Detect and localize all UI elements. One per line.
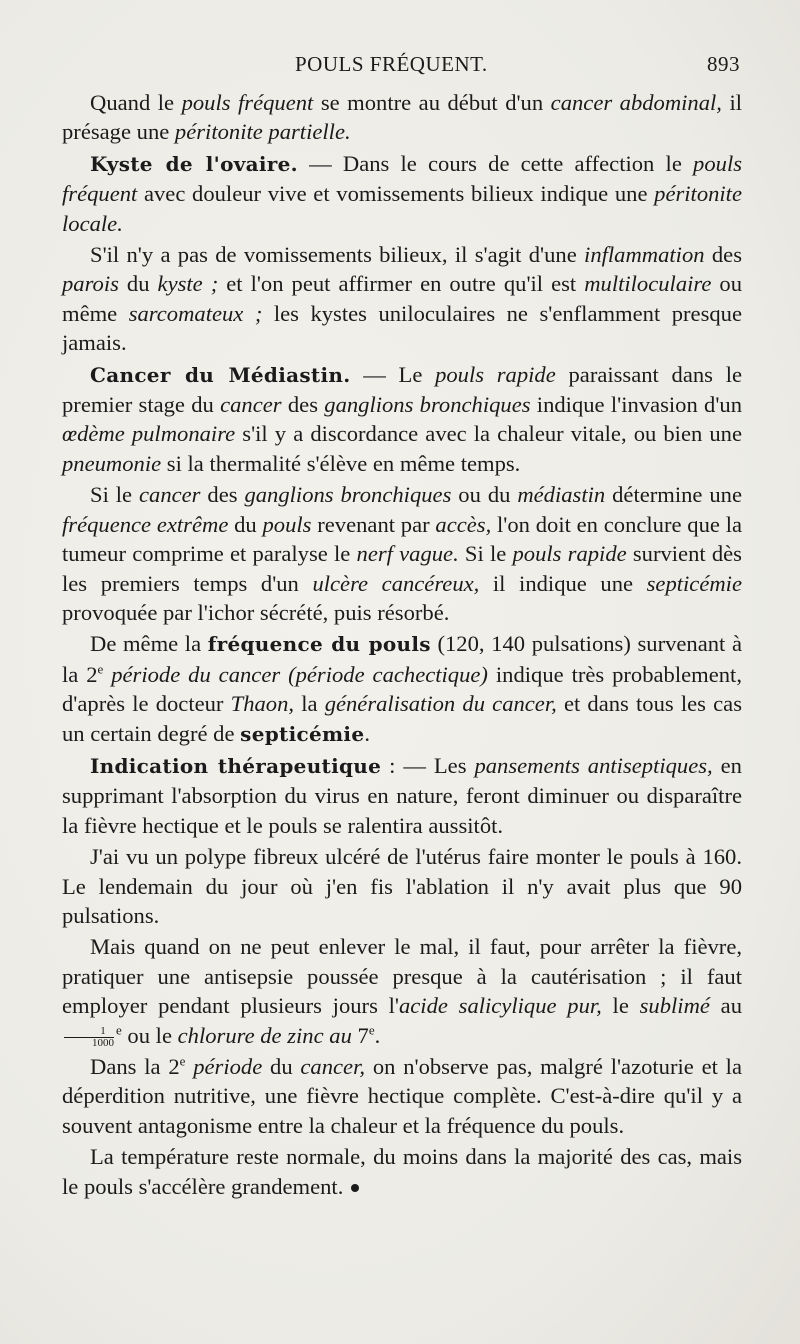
italic-term: ganglions bronchiques xyxy=(244,482,452,508)
italic-term: cancer xyxy=(139,482,201,508)
italic-term: inflammation xyxy=(584,242,705,268)
text-run: Mais quand on ne peut enlever le mal, il faut, pour arrêter la fièvre, pratiquer une antisepsie poussée presque à la cautérisation ; il faut employer pendant plusieurs jours l' xyxy=(62,934,742,1019)
italic-term: pouls rapide xyxy=(512,541,627,567)
text-run: et l'on peut affirmer en outre qu'il est xyxy=(218,271,585,297)
superscript: e xyxy=(97,661,104,677)
paragraph-frequence-pouls xyxy=(62,629,742,749)
text-run: paraissant dans le premier stage du xyxy=(62,361,743,418)
italic-term: pansements antiseptiques, xyxy=(474,752,713,778)
text-run: s'il y a discordance avec la chaleur vitale, ou bien une xyxy=(235,421,742,447)
text-run: du xyxy=(262,1054,301,1079)
italic-term: Thaon, xyxy=(230,691,295,717)
superscript: e xyxy=(116,1022,122,1038)
italic-term: ganglions bronchiques xyxy=(324,392,531,418)
italic-term: cancer, xyxy=(300,1054,366,1079)
italic-term: sublimé xyxy=(639,993,710,1019)
text-run: . xyxy=(374,1022,381,1048)
section-heading: Kyste de l'ovaire. xyxy=(90,151,298,176)
text-run: Si le xyxy=(458,541,513,567)
text-run: se montre au début d'un xyxy=(313,90,551,115)
text-run: — Dans le cours de cette affection le xyxy=(297,150,694,176)
italic-term: péritonite locale. xyxy=(62,181,742,236)
text-run: le xyxy=(601,993,640,1019)
text-run: La température reste normale, du moins dans la majorité des cas, mais le pouls s'accélère grandement. xyxy=(62,1144,742,1199)
paragraph-ganglions xyxy=(62,480,742,627)
text-run: De même la xyxy=(90,631,208,657)
text-run: au xyxy=(709,993,742,1019)
italic-term: nerf vague. xyxy=(356,541,459,567)
superscript: e xyxy=(368,1022,375,1038)
text-run: ou du xyxy=(451,482,518,508)
paragraph-temperature xyxy=(62,1142,742,1201)
text-run: des xyxy=(704,242,742,268)
fraction xyxy=(64,1026,114,1049)
text-run: 7 xyxy=(351,1022,369,1048)
paragraph-polype xyxy=(62,842,742,930)
text-run: des xyxy=(281,392,325,418)
text-run: . xyxy=(364,720,371,746)
fraction-denominator: 1000 xyxy=(92,1036,114,1049)
text-run: — Le xyxy=(350,361,436,387)
paragraph-cancer-mediastin xyxy=(62,360,742,479)
italic-term: cancer abdominal, xyxy=(550,90,722,115)
italic-term: accès, xyxy=(435,511,492,537)
italic-term: période du cancer (période cachectique) xyxy=(111,661,488,687)
fraction-numerator: 1 xyxy=(64,1026,114,1038)
italic-term: pouls rapide xyxy=(435,361,556,387)
text-run: survient dès les premiers temps d'un xyxy=(62,541,742,596)
italic-term: péritonite partielle. xyxy=(174,119,351,145)
bold-term: fréquence du pouls xyxy=(207,632,431,657)
paragraph-kyste-ovaire xyxy=(62,149,742,238)
text-run: en supprimant l'absorption du virus en nature, feront diminuer ou disparaître la fièvre hectique et le pouls se ralentira aussitôt. xyxy=(62,752,742,838)
text-run: l'on doit en conclure que la tumeur comprime et paralyse le xyxy=(62,511,743,567)
italic-term: kyste ; xyxy=(157,271,219,297)
italic-term: acide salicylique pur, xyxy=(398,993,602,1019)
text-run: indique très probablement, d'après le docteur xyxy=(62,661,742,717)
text-run: : — Les xyxy=(381,752,475,778)
paragraph-vomissements xyxy=(62,240,742,358)
italic-term: pouls xyxy=(262,511,312,537)
italic-term: chlorure de zinc au xyxy=(177,1022,352,1048)
text-run: avec douleur vive et vomissements bilieux indique une xyxy=(137,181,655,207)
ink-dot-mark xyxy=(351,1184,359,1192)
text-run: des xyxy=(200,482,245,508)
italic-term: septicémie xyxy=(646,570,742,596)
page-body xyxy=(62,88,742,1201)
paragraph-cancer-abdominal xyxy=(62,88,742,147)
text-run: Dans la 2 xyxy=(90,1054,180,1079)
italic-term: généralisation du cancer, xyxy=(324,691,557,717)
section-heading: Indication thérapeutique xyxy=(90,753,382,778)
running-header xyxy=(90,52,740,88)
paragraph-deuxieme-periode xyxy=(62,1052,742,1140)
text-run: si la thermalité s'élève en même temps. xyxy=(161,450,521,476)
italic-term: période xyxy=(193,1054,263,1079)
text-run: il présage une xyxy=(62,90,743,145)
text-run: S'il n'y a pas de vomissements bilieux, il s'agit d'une xyxy=(90,242,585,268)
text-run: J'ai vu un polype fibreux ulcéré de l'utérus faire monter le pouls à 160. Le lendemain du jour où j'en fis l'ablation il n'y avait plus que 90 pulsations. xyxy=(62,844,742,928)
italic-term: pouls fréquent xyxy=(62,150,743,207)
text-run: provoquée par l'ichor sécrété, puis résorbé. xyxy=(62,599,450,625)
text-run: on n'observe pas, malgré l'azoturie et la déperdition nutritive, une fièvre hectique complète. C'est-à-dire qu'il y a souvent antagonisme entre la chaleur et la fréquence du pouls. xyxy=(62,1054,742,1138)
text-run: détermine une xyxy=(605,482,742,508)
text-run: les kystes uniloculaires ne s'enflamment presque jamais. xyxy=(62,300,742,356)
text-run: Quand le xyxy=(90,90,182,115)
text-run: ou le xyxy=(121,1022,178,1048)
italic-term: œdème pulmonaire xyxy=(62,421,236,447)
text-run: la xyxy=(294,691,325,717)
superscript: e xyxy=(179,1053,186,1069)
italic-term: ulcère cancéreux, xyxy=(312,570,480,596)
text-run: du xyxy=(118,271,158,297)
text-run: et dans tous les cas un certain degré de xyxy=(62,691,742,746)
paragraph-antisepsie xyxy=(62,932,742,1050)
paragraph-indication-therapeutique xyxy=(62,751,742,840)
text-run: indique l'invasion d'un xyxy=(530,392,742,418)
section-heading: Cancer du Médiastin. xyxy=(90,362,351,387)
italic-term: multiloculaire xyxy=(584,271,712,297)
text-run: ou même xyxy=(62,271,742,326)
running-title: POULS FRÉQUENT. xyxy=(295,52,488,76)
bold-term: septicémie xyxy=(240,721,365,746)
italic-term: cancer xyxy=(220,392,282,418)
italic-term: pneumonie xyxy=(62,450,162,476)
italic-term: pouls fréquent xyxy=(181,90,314,115)
text-run: Si le xyxy=(90,482,139,508)
text-run: (120, 140 pulsations) survenant à la 2 xyxy=(62,631,742,687)
italic-term: fréquence extrême xyxy=(62,511,229,537)
italic-term: parois xyxy=(62,271,119,297)
page-number: 893 xyxy=(707,52,740,76)
text-run: il indique une xyxy=(479,570,647,596)
text-run: du xyxy=(228,511,263,537)
text-run: revenant par xyxy=(311,511,436,537)
italic-term: médiastin xyxy=(517,482,606,508)
italic-term: sarcomateux ; xyxy=(128,300,263,326)
